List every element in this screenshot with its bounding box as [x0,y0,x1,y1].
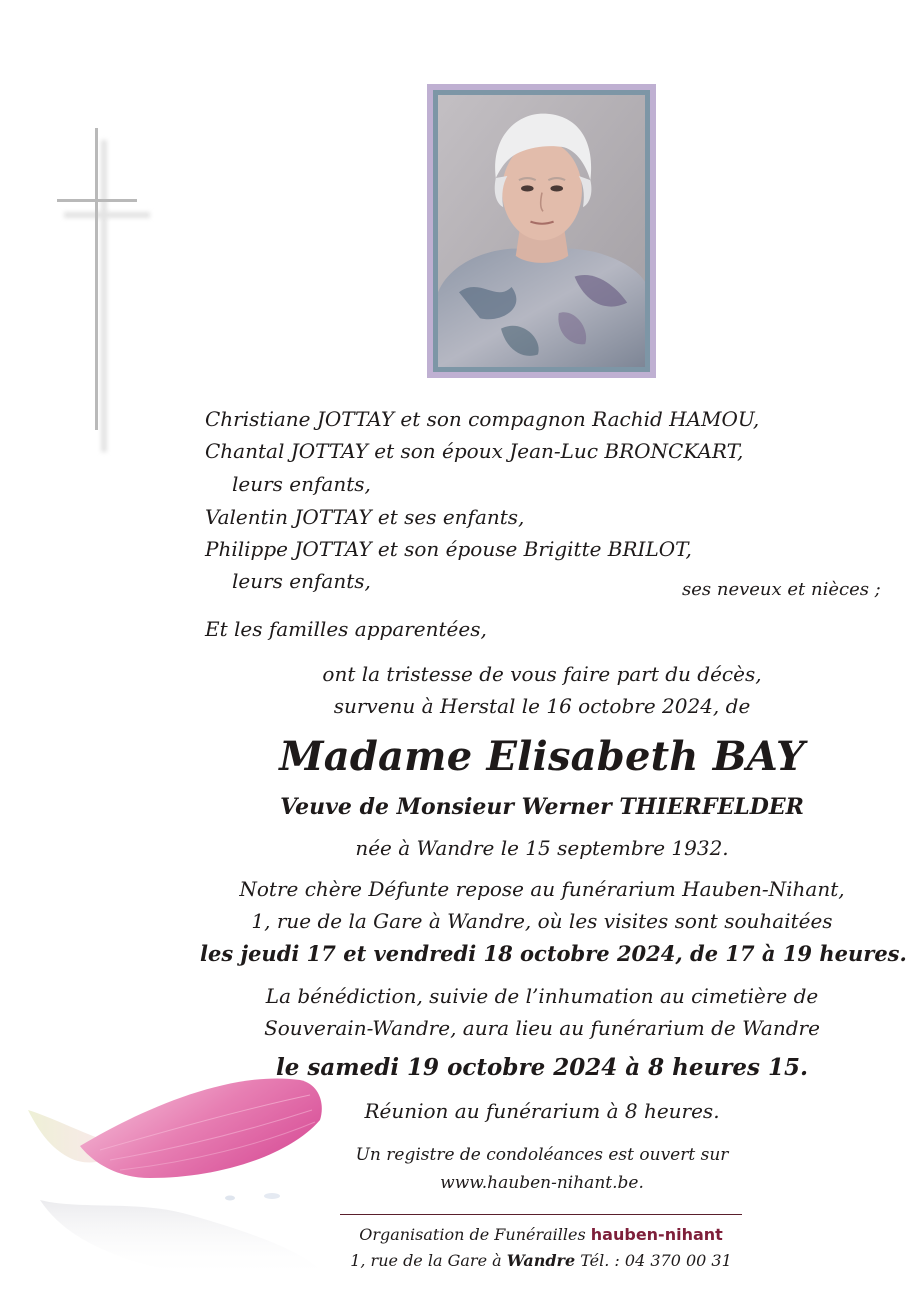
footer-address-prefix: 1, rue de la Gare à [350,1251,502,1270]
portrait-frame [427,84,656,378]
ceremony-date: le samedi 19 octobre 2024 à 8 heures 15. [276,1054,808,1081]
family-line-3: leurs enfants, [232,472,371,496]
announcement-line-1: ont la tristesse de vous faire part du décès, [322,662,762,686]
visit-line-1: Notre chère Défunte repose au funérarium Hauben-Nihant, [239,877,845,901]
footer-town: Wandre [506,1251,576,1270]
lotus-petal-icon [20,1050,350,1312]
nephews-nieces: ses neveux et nièces ; [682,579,881,600]
portrait-photo [438,95,645,367]
meeting-line: Réunion au funérarium à 8 heures. [364,1099,720,1123]
footer-phone: Tél. : 04 370 00 31 [580,1251,732,1270]
footer-address [340,1251,742,1270]
visit-line-2: 1, rue de la Gare à Wandre, où les visites sont souhaitées [251,909,833,933]
cross-horizontal-bar [57,199,137,202]
cross-shadow-horizontal [64,212,150,218]
brand-logo: hauben-nihant [590,1225,723,1244]
lotus-petal-illustration [20,1050,350,1312]
cross-shadow-vertical [101,140,107,452]
portrait-inner-border [433,90,650,372]
footer-organisation [340,1225,742,1244]
family-line-5: Philippe JOTTAY et son épouse Brigitte BRILOT, [205,537,692,561]
family-line-1: Christiane JOTTAY et son compagnon Rachid HAMOU, [205,407,760,431]
ceremony-line-2: Souverain-Wandre, aura lieu au funérarium de Wandre [264,1016,820,1040]
family-line-6: leurs enfants, [232,569,371,593]
portrait-illustration [438,95,645,367]
footer-divider [340,1214,742,1215]
widow-line: Veuve de Monsieur Werner THIERFELDER [280,794,804,820]
family-line-2: Chantal JOTTAY et son époux Jean-Luc BRONCKART, [205,439,744,463]
announcement-line-2: survenu à Herstal le 16 octobre 2024, de [333,694,751,718]
related-families: Et les familles apparentées, [205,617,487,641]
birth-line: née à Wandre le 15 septembre 1932. [355,836,729,860]
deceased-name: Madame Elisabeth BAY [279,733,805,780]
ceremony-line-1: La bénédiction, suivie de l’inhumation au cimetière de [265,984,819,1008]
family-line-4: Valentin JOTTAY et ses enfants, [205,505,525,529]
condolences-line: Un registre de condoléances est ouvert sur [355,1145,729,1165]
condolences-website[interactable]: www.hauben-nihant.be. [440,1173,644,1193]
visit-dates: les jeudi 17 et vendredi 18 octobre 2024, de 17 à 19 heures. [200,941,907,966]
footer-org-label: Organisation de Funérailles [359,1225,586,1244]
cross-vertical-bar [95,128,98,430]
